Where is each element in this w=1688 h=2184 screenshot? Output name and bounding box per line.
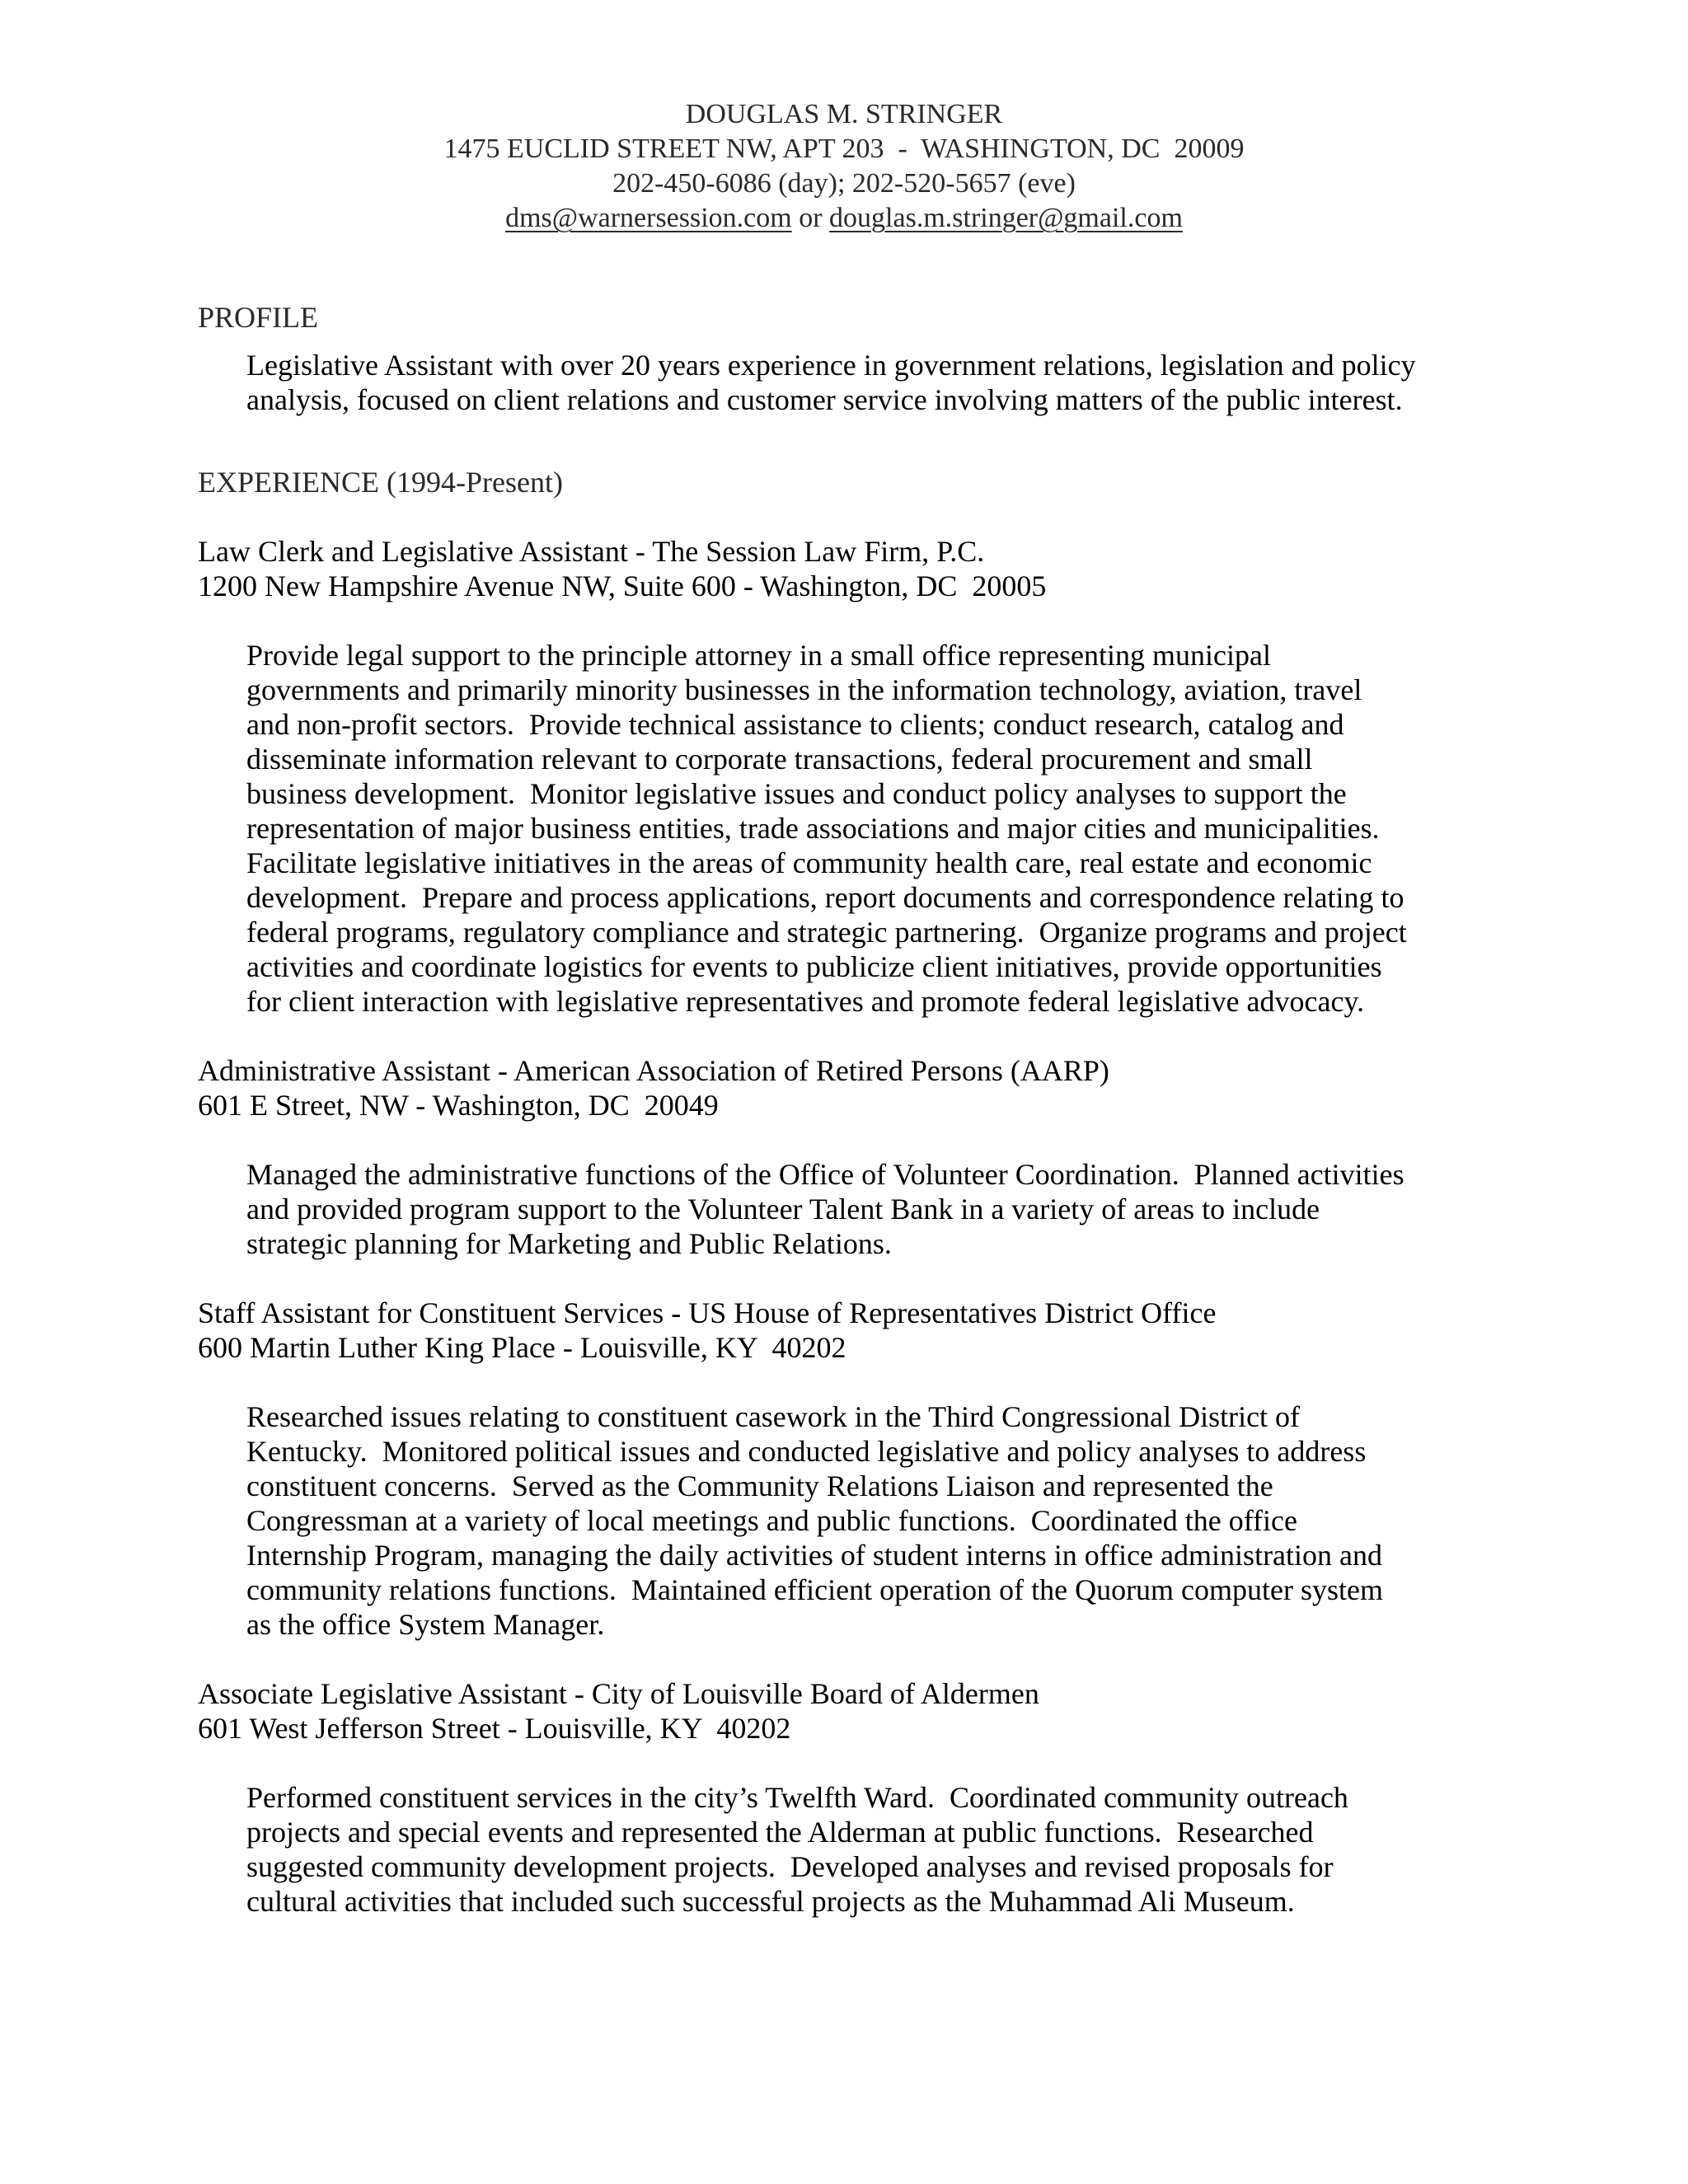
job-description-line: strategic planning for Marketing and Public Relations. [246,1227,892,1260]
job-description-line: suggested community development projects. Developed analyses and revised proposals for [246,1850,1334,1883]
job-description-line: business development. Monitor legislative issues and conduct policy analyses to support the [246,777,1347,810]
job-description-line: Facilitate legislative initiatives in the areas of community health care, real estate and economic [246,846,1372,879]
job-description-line: Internship Program, managing the daily activities of student interns in office administration and [246,1539,1383,1572]
email-line [0,201,1688,236]
home-address: 1475 EUCLID STREET NW, APT 203 - WASHINGTON, DC 20009 [443,134,1245,164]
profile-line: Legislative Assistant with over 20 years experience in government relations, legislation and policy [246,349,1416,382]
job-address: 1200 New Hampshire Avenue NW, Suite 600 - Washington, DC 20005 [198,569,1047,602]
job-description-line: development. Prepare and process applications, report documents and correspondence relating to [246,881,1404,914]
job-description-line: Congressman at a variety of local meetings and public functions. Coordinated the office [246,1504,1297,1537]
job-description-line: activities and coordinate logistics for events to publicize client initiatives, provide opportunities [246,950,1382,983]
experience-heading: EXPERIENCE (1994-Present) [198,466,563,499]
job-description-line: Researched issues relating to constituent casework in the Third Congressional District of [246,1400,1301,1433]
job-description-line: and provided program support to the Volunteer Talent Bank in a variety of areas to include [246,1193,1320,1226]
job-entry-board-of-aldermen [198,1676,1484,1746]
job-description-house-district [198,1399,1484,1642]
job-entry-aarp [198,1053,1484,1122]
phone-numbers: 202-450-6086 (day); 202-520-5657 (eve) [612,168,1076,199]
job-description-line: as the office System Manager. [246,1608,605,1641]
candidate-name: DOUGLAS M. STRINGER [685,99,1003,129]
job-description-line: representation of major business entities, trade associations and major cities and municipalities. [246,812,1380,845]
job-description-aarp [198,1157,1484,1261]
job-description-line: Managed the administrative functions of the Office of Volunteer Coordination. Planned activities [246,1158,1404,1191]
profile-section [198,300,1484,335]
job-description-line: for client interaction with legislative representatives and promote federal legislative advocacy. [246,985,1365,1018]
job-description-line: cultural activities that included such successful projects as the Muhammad Ali Museum. [246,1885,1295,1918]
profile-summary [198,348,1484,417]
job-description-line: and non-profit sectors. Provide technical assistance to clients; conduct research, catalog and [246,708,1344,741]
job-description-line: federal programs, regulatory compliance and strategic partnering. Organize programs and project [246,916,1407,949]
job-description-line: projects and special events and represented the Alderman at public functions. Researched [246,1816,1314,1849]
job-title: Administrative Assistant - American Association of Retired Persons (AARP) [198,1054,1109,1087]
job-description-line: community relations functions. Maintained efficient operation of the Quorum computer system [246,1573,1384,1606]
personal-email-link[interactable]: douglas.m.stringer@gmail.com [829,203,1183,233]
job-address: 600 Martin Luther King Place - Louisville, KY 40202 [198,1331,846,1364]
job-description-line: Performed constituent services in the city’s Twelfth Ward. Coordinated community outreach [246,1781,1348,1814]
job-description-session-law [198,638,1484,1019]
job-description-line: disseminate information relevant to corporate transactions, federal procurement and small [246,743,1313,776]
job-address: 601 West Jefferson Street - Louisville, KY 40202 [198,1712,791,1745]
job-description-line: constituent concerns. Served as the Community Relations Liaison and represented the [246,1469,1273,1502]
job-description-line: Provide legal support to the principle attorney in a small office representing municipal [246,639,1271,672]
job-description-line: governments and primarily minority businesses in the information technology, aviation, travel [246,673,1362,706]
job-description-line: Kentucky. Monitored political issues and conducted legislative and policy analyses to address [246,1435,1367,1468]
profile-line: analysis, focused on client relations and customer service involving matters of the public interest. [246,383,1403,416]
job-address: 601 E Street, NW - Washington, DC 20049 [198,1089,719,1122]
email-separator: or [791,203,830,233]
job-title: Associate Legislative Assistant - City of Louisville Board of Aldermen [198,1677,1039,1710]
job-entry-session-law [198,534,1484,603]
job-title: Law Clerk and Legislative Assistant - The Session Law Firm, P.C. [198,535,985,568]
job-entry-house-district [198,1296,1484,1365]
profile-heading: PROFILE [198,301,319,334]
contact-header [0,97,1688,236]
work-email-link[interactable]: dms@warnersession.com [505,203,792,233]
experience-section [198,465,1484,499]
job-description-board-of-aldermen [198,1780,1484,1919]
job-title: Staff Assistant for Constituent Services - US House of Representatives District Office [198,1296,1217,1329]
